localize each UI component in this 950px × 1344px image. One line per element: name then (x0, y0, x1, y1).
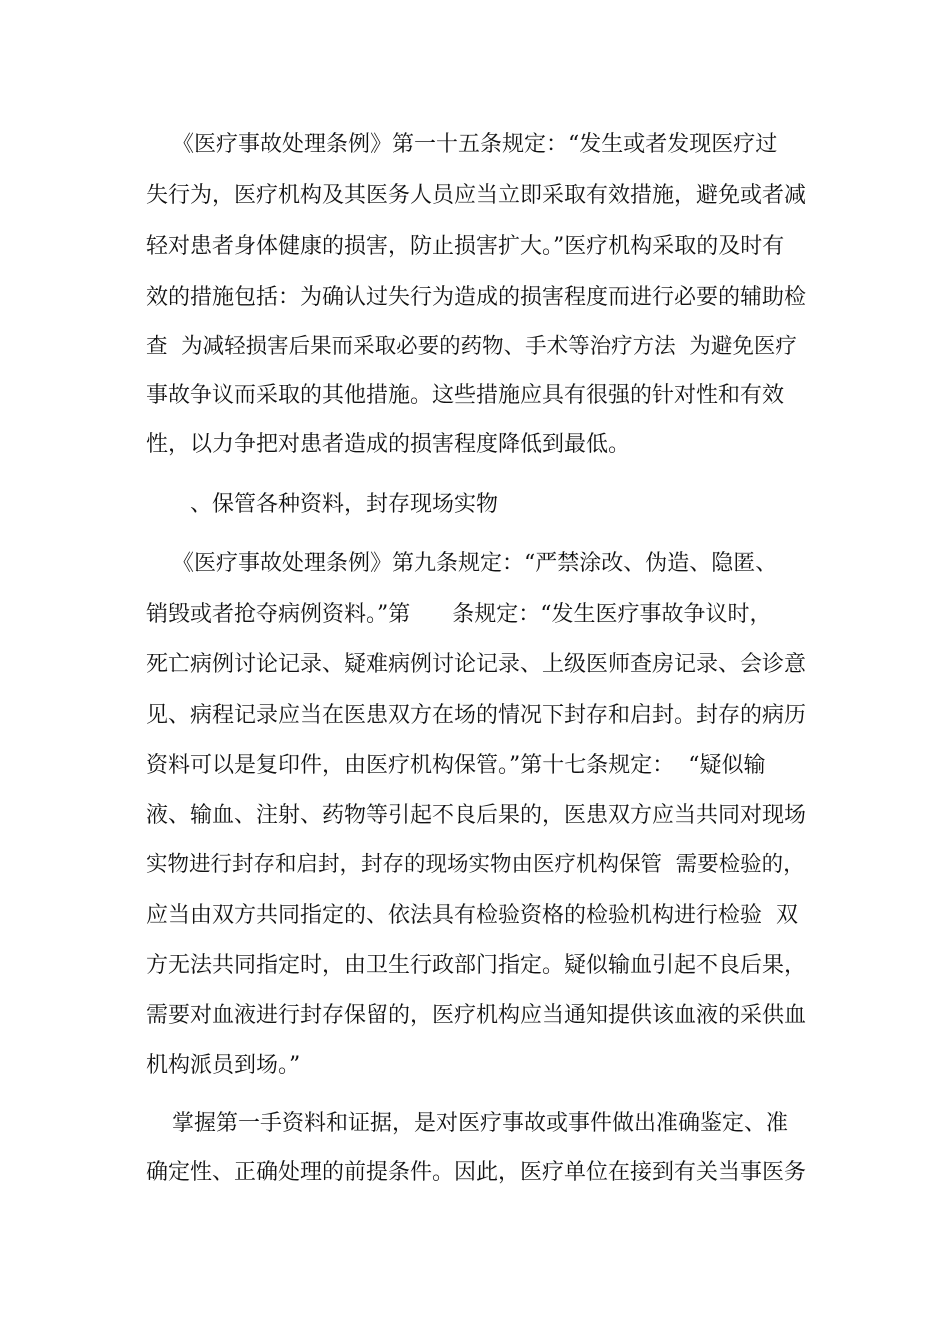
text-line: 死亡病例讨论记录、疑难病例讨论记录、上级医师查房记录、会诊意 (146, 652, 807, 677)
text-line: 见、病程记录应当在医患双方在场的情况下封存和启封。封存的病历 (146, 703, 807, 728)
text-line: 性，以力争把对患者造成的损害程度降低到最低。 (146, 432, 631, 457)
text-line: 《医疗事故处理条例》第九条规定：“严禁涂改、伪造、隐匿、 (172, 551, 778, 576)
text-line: 确定性、正确处理的前提条件。因此，医疗单位在接到有关当事医务 (146, 1160, 807, 1185)
text-line: 应当由双方共同指定的、依法具有检验资格的检验机构进行检验 双 (146, 903, 798, 928)
text-line: 销毁或者抢夺病例资料。”第 条规定：“发生医疗事故争议时， (146, 602, 772, 627)
text-line: 液、输血、注射、药物等引起不良后果的，医患双方应当共同对现场 (146, 803, 807, 828)
text-line: 需要对血液进行封存保留的，医疗机构应当通知提供该血液的采供血 (146, 1003, 807, 1028)
text-line: 事故争议而采取的其他措施。这些措施应具有很强的针对性和有效 (146, 383, 785, 408)
text-line: 效的措施包括：为确认过失行为造成的损害程度而进行必要的辅助检 (146, 285, 807, 310)
text-line: 实物进行封存和启封，封存的现场实物由医疗机构保管 需要检验的， (146, 852, 805, 877)
text-line: 资料可以是复印件，由医疗机构保管。”第十七条规定： “疑似输 (146, 753, 766, 778)
text-line: 轻对患者身体健康的损害，防止损害扩大。”医疗机构采取的及时有 (146, 234, 785, 259)
text-line: 《医疗事故处理条例》第一十五条规定：“发生或者发现医疗过 (172, 132, 778, 157)
text-line: 查 为减轻损害后果而采取必要的药物、手术等治疗方法 为避免医疗 (146, 334, 797, 359)
text-line: 方无法共同指定时，由卫生行政部门指定。疑似输血引起不良后果， (146, 953, 807, 978)
text-line: 失行为，医疗机构及其医务人员应当立即采取有效措施，避免或者减 (146, 183, 807, 208)
text-line: 机构派员到场。” (146, 1053, 301, 1078)
text-line: 掌握第一手资料和证据，是对医疗事故或事件做出准确鉴定、准 (172, 1111, 789, 1136)
section-heading-text: 、保管各种资料，封存现场实物 (190, 492, 499, 517)
